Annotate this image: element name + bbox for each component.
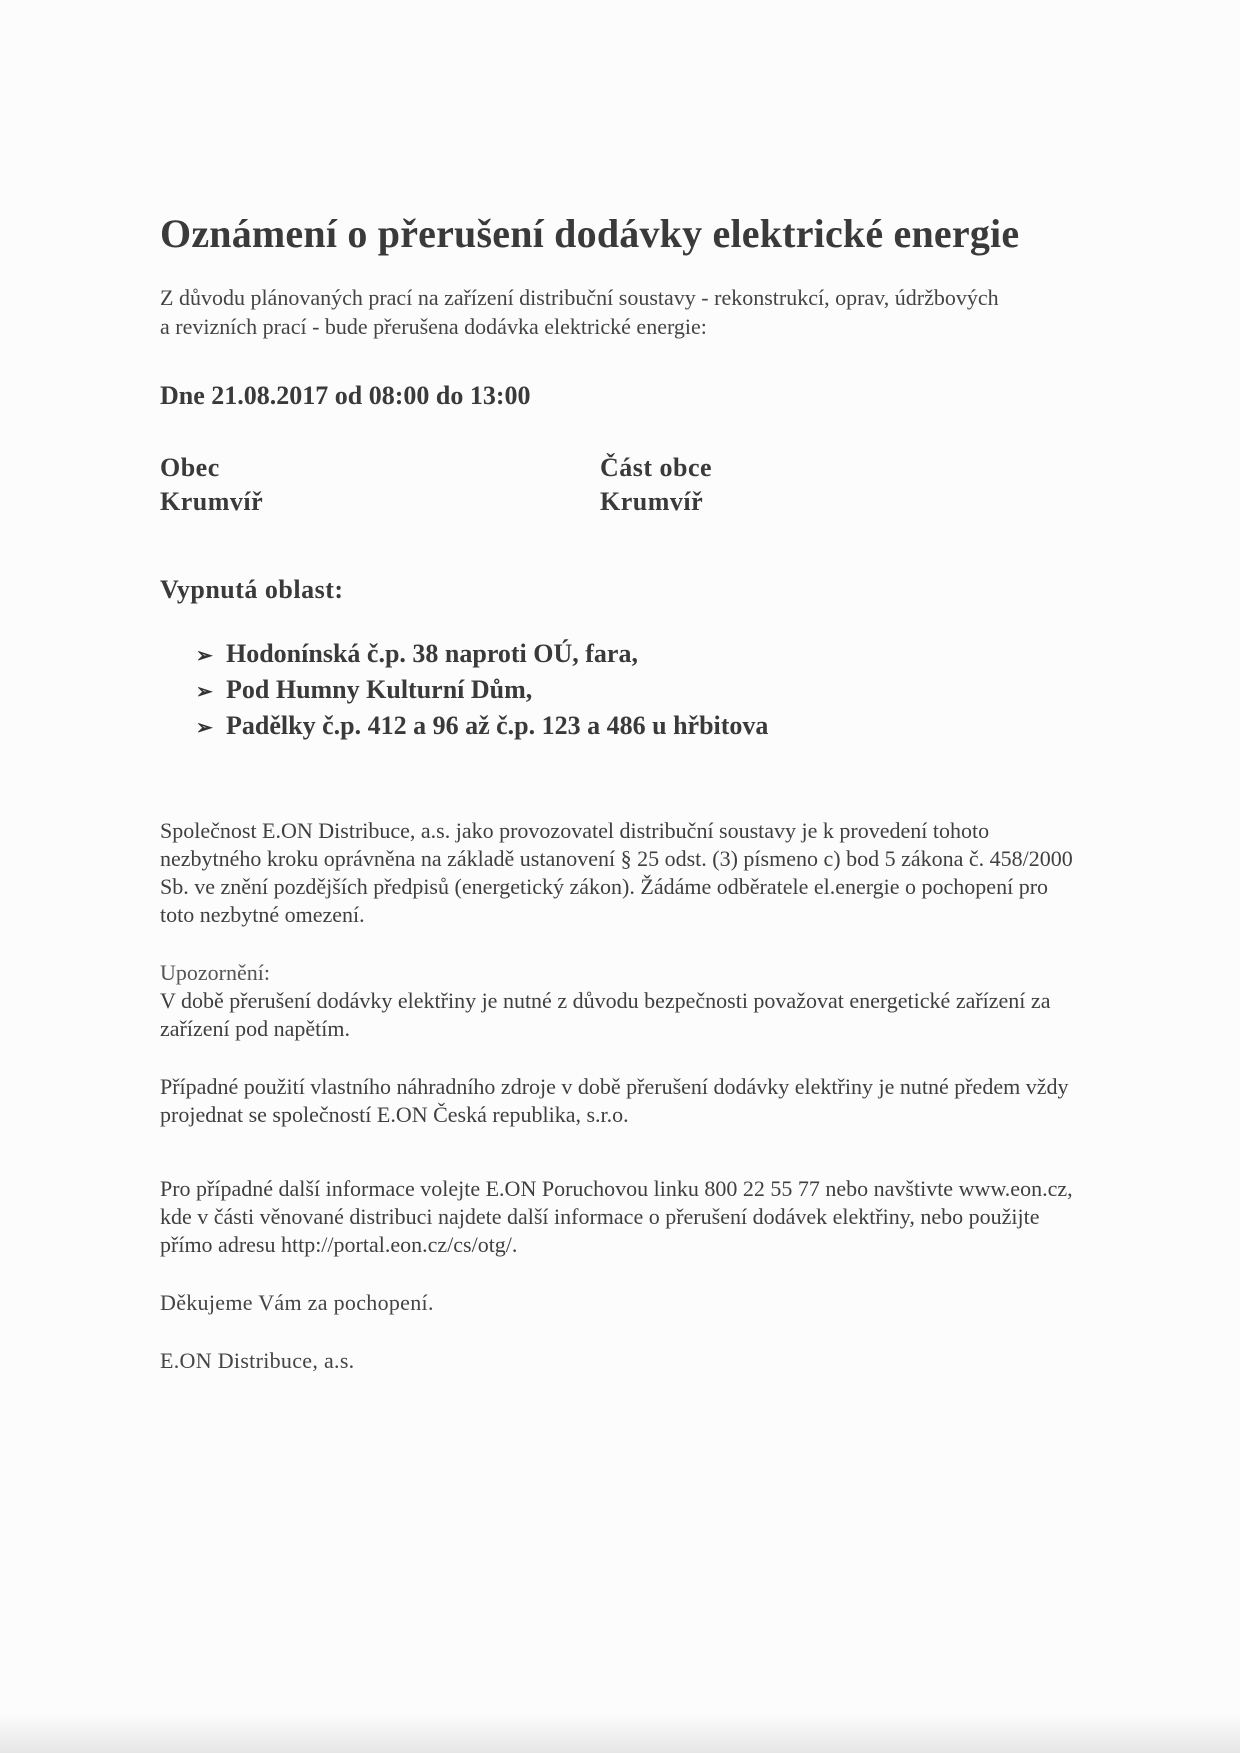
warning-paragraph (160, 959, 1210, 1043)
warning-line: zařízení pod napětím. (160, 1016, 350, 1041)
legal-line: nezbytného kroku oprávněna na základě ustanovení § 25 odst. (3) písmeno c) bod 5 zákona č. 458/2000 (160, 846, 1073, 871)
document-content (160, 210, 1210, 1405)
list-item (196, 709, 1210, 745)
list-item (196, 673, 1210, 709)
contact-line: kde v části věnované distribuci najdete další informace o přerušení dodávek elektřiny, nebo použijte (160, 1204, 1040, 1229)
list-item (196, 637, 1210, 673)
backup-line: Případné použití vlastního náhradního zdroje v době přerušení dodávky elektřiny je nutné předem vždy (160, 1074, 1069, 1099)
legal-line: toto nezbytné omezení. (160, 902, 365, 927)
area-text: Hodonínská č.p. 38 naproti OÚ, fara, (226, 639, 638, 668)
municipality-part-block (600, 451, 860, 519)
backup-source-paragraph (160, 1073, 1210, 1129)
location-grid (160, 451, 860, 519)
affected-area-label: Vypnutá oblast: (160, 575, 344, 604)
intro-paragraph (160, 283, 1210, 341)
backup-line: projednat se společností E.ON Česká republika, s.r.o. (160, 1102, 629, 1127)
legal-line: Společnost E.ON Distribuce, a.s. jako provozovatel distribuční soustavy je k provedení tohoto (160, 818, 990, 843)
contact-line: přímo adresu http://portal.eon.cz/cs/otg/. (160, 1232, 518, 1257)
signature-line: E.ON Distribuce, a.s. (160, 1348, 355, 1373)
arrow-bullet-icon: ➢ (196, 645, 213, 667)
municipality-block (160, 451, 600, 519)
contact-line: Pro případné další informace volejte E.ON Poruchovou linku 800 22 55 77 nebo navštivte www.eon.cz, (160, 1176, 1073, 1201)
warning-title: Upozornění: (160, 960, 270, 985)
contact-paragraph (160, 1175, 1210, 1259)
municipality-label: Obec (160, 453, 220, 482)
municipality-part-value: Krumvíř (600, 487, 704, 516)
municipality-value: Krumvíř (160, 487, 264, 516)
municipality-part-label: Část obce (600, 453, 713, 482)
outage-date: Dne 21.08.2017 od 08:00 do 13:00 (160, 381, 531, 410)
thanks-line: Děkujeme Vám za pochopení. (160, 1290, 434, 1315)
area-text: Padělky č.p. 412 a 96 až č.p. 123 a 486 u hřbitova (226, 711, 769, 740)
area-text: Pod Humny Kulturní Dům, (226, 675, 533, 704)
intro-line: a revizních prací - bude přerušena dodávka elektrické energie: (160, 314, 707, 339)
intro-line: Z důvodu plánovaných prací na zařízení distribuční soustavy - rekonstrukcí, oprav, údržbových (160, 285, 999, 310)
warning-line: V době přerušení dodávky elektřiny je nutné z důvodu bezpečnosti považovat energetické zařízení za (160, 988, 1051, 1013)
document-title: Oznámení o přerušení dodávky elektrické energie (160, 211, 1020, 256)
legal-line: Sb. ve znění pozdějších předpisů (energetický zákon). Žádáme odběratele el.energie o pochopení pro (160, 874, 1049, 899)
affected-area-list (196, 637, 1210, 745)
arrow-bullet-icon: ➢ (196, 681, 213, 703)
arrow-bullet-icon: ➢ (196, 717, 213, 739)
legal-paragraph (160, 817, 1210, 929)
scan-shadow (0, 1713, 1240, 1753)
